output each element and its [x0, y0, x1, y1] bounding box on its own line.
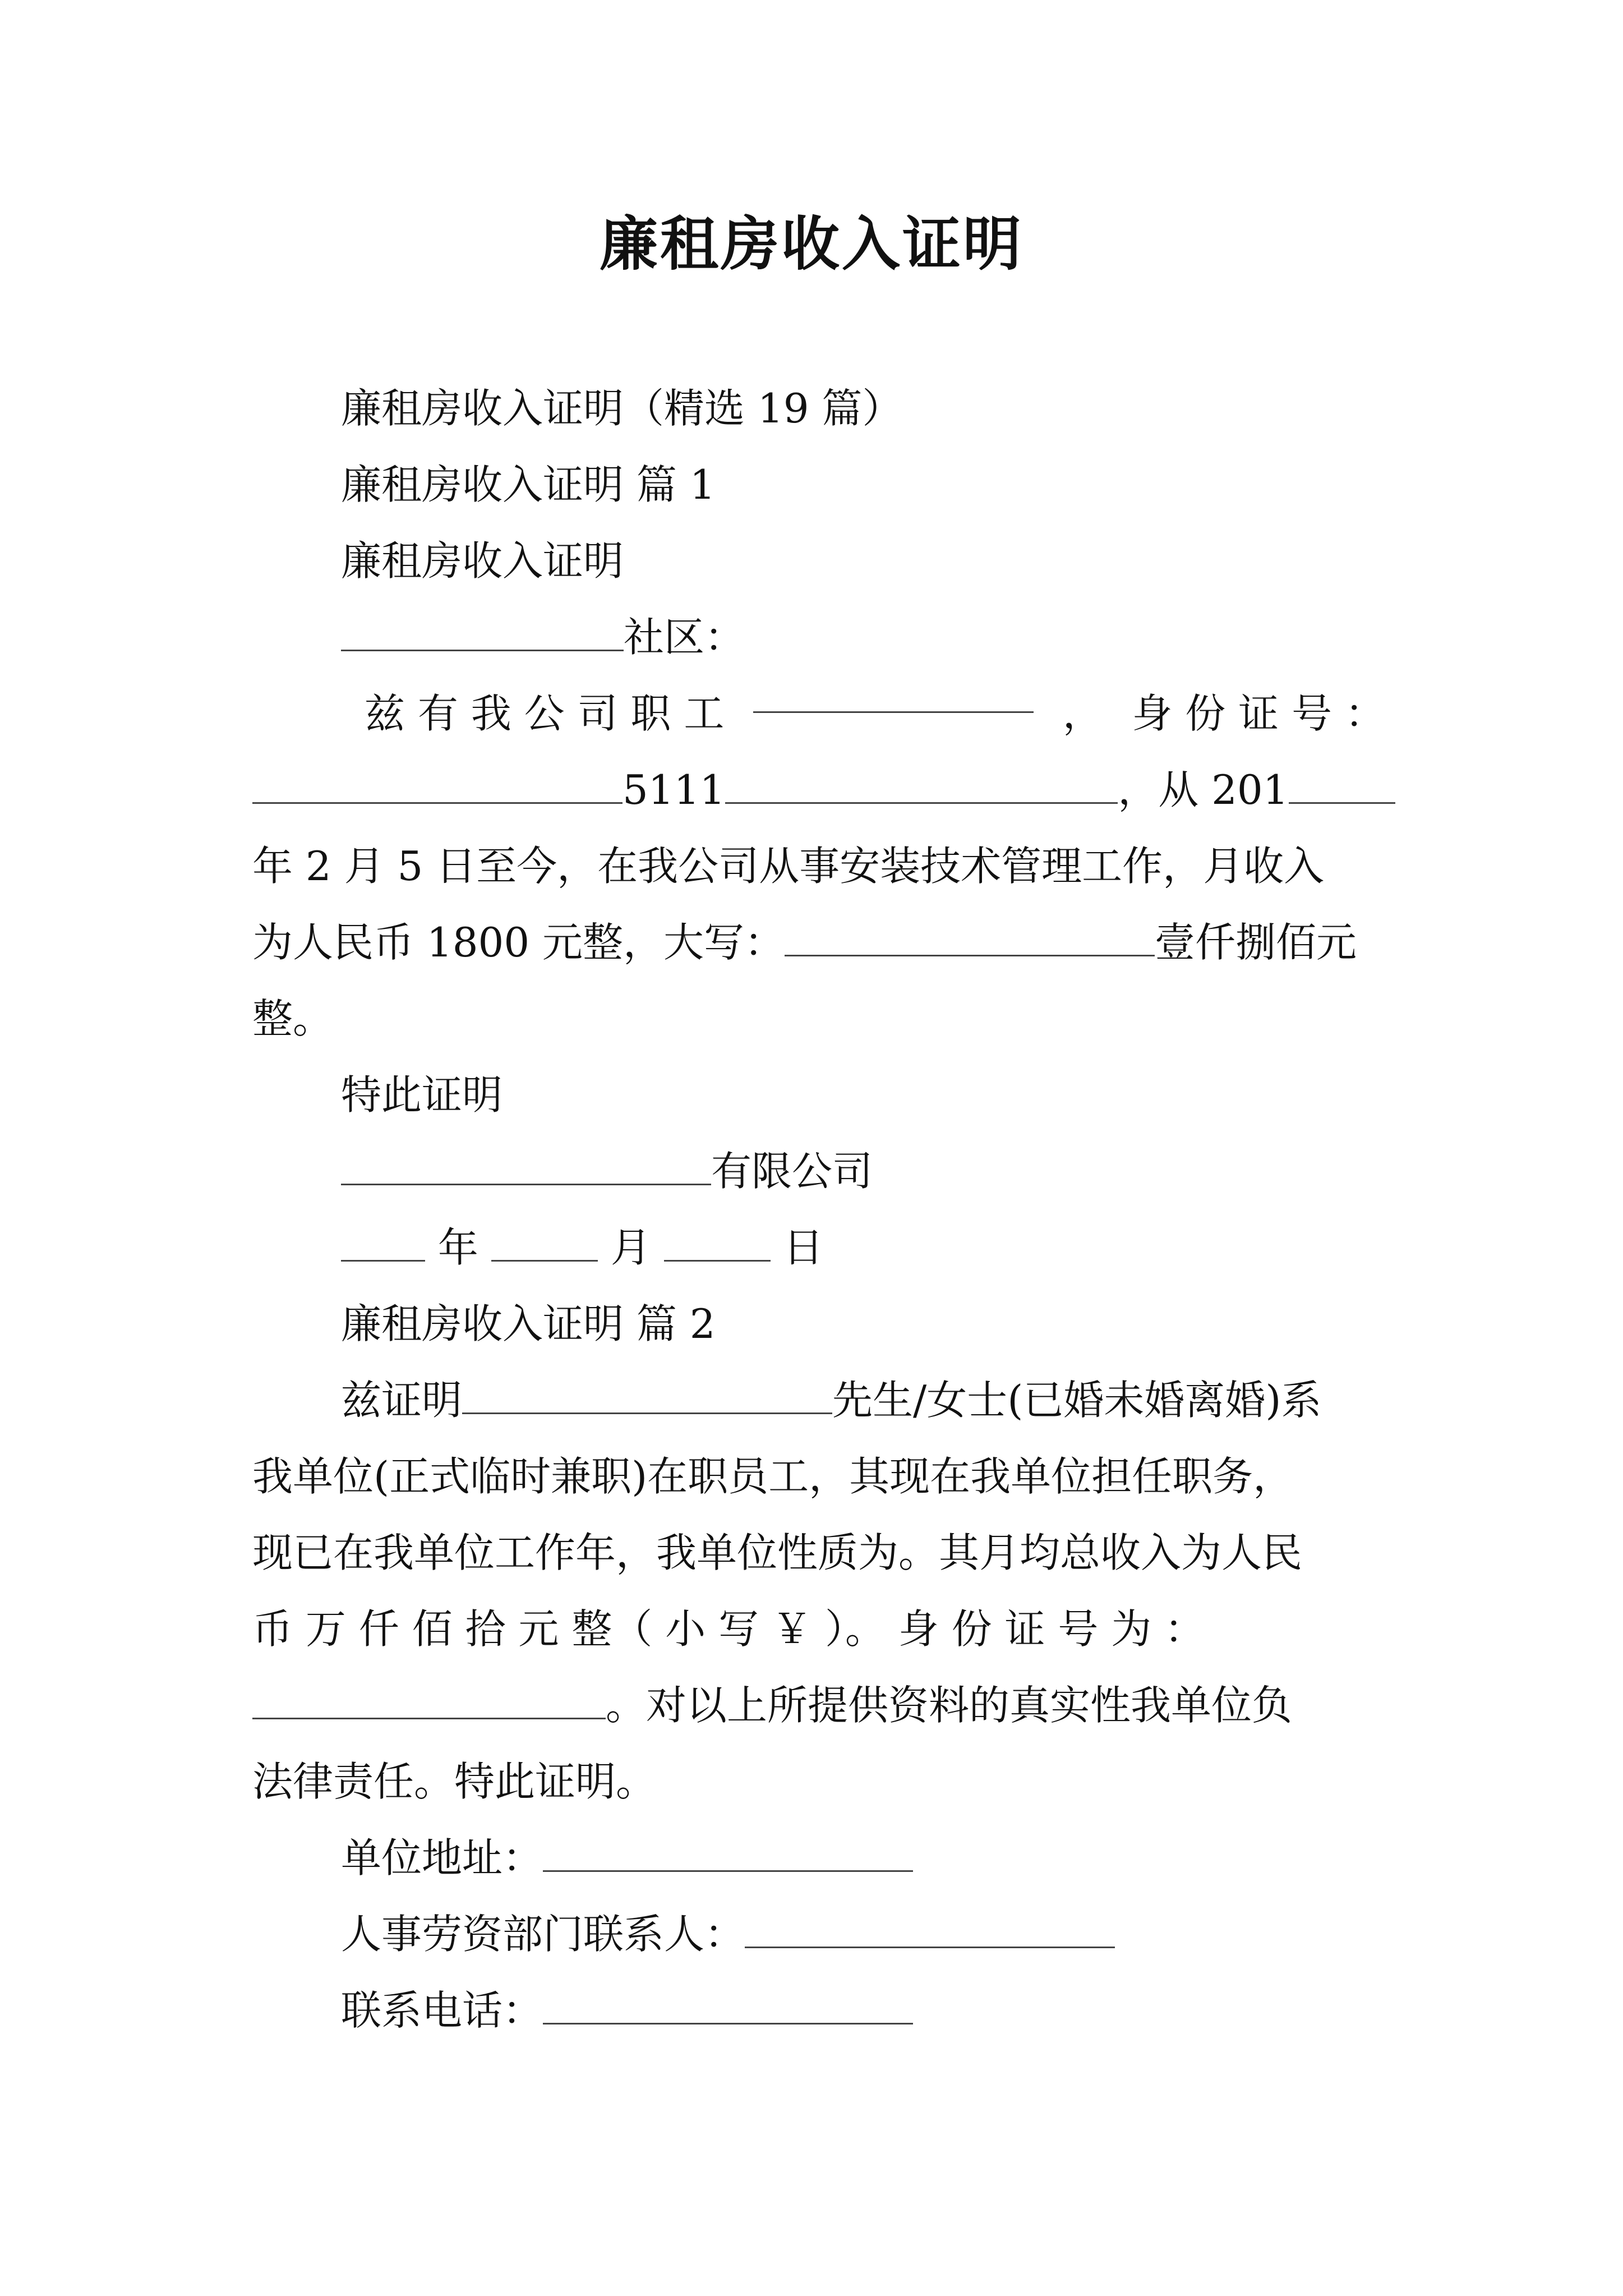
address-line [252, 1820, 1385, 1896]
salary-uppercase-blank [785, 919, 1155, 956]
certify-person-line [252, 1362, 1385, 1438]
hr-contact-label: 人事劳资部门联系人： [341, 1911, 745, 1958]
employment-type-line: 我单位(正式临时兼职)在职员工，其现在我单位担任职务， [252, 1453, 1294, 1500]
phone-blank [543, 1987, 913, 2024]
salary-label: 为人民币 1800 元整，大写： [252, 919, 785, 966]
id-blank-left [252, 766, 623, 804]
id-number-label: 身 份 证 号 ： [1132, 690, 1385, 737]
certificate-heading: 廉租房收入证明 [341, 537, 624, 585]
hr-contact-blank [745, 1911, 1115, 1948]
community-line [252, 599, 1385, 675]
id-number-line [252, 752, 1385, 828]
income-amount-line: 币 万 仟 佰 拾 元 整（ 小 写 ￥ ）。 身 份 证 号 为 ： [252, 1605, 1205, 1653]
id-prefix: 5111 [623, 766, 726, 813]
month-blank [491, 1224, 598, 1262]
id-number-blank-2 [252, 1682, 606, 1719]
section-heading-2: 廉租房收入证明 篇 2 [341, 1300, 716, 1347]
start-year-blank [1289, 766, 1395, 804]
community-blank [341, 614, 624, 651]
person-name-blank [462, 1377, 832, 1414]
start-year-label: ，从 201 [1118, 766, 1289, 813]
legal-line: 法律责任。特此证明。 [252, 1758, 657, 1805]
certify-label: 兹证明 [341, 1377, 463, 1424]
day-blank [664, 1224, 771, 1262]
salary-end: 整。 [252, 995, 334, 1042]
tenure-line: 现已在我单位工作年，我单位性质为。其月均总收入为人民 [252, 1529, 1303, 1576]
community-label: 社区： [624, 614, 745, 661]
year-label: 年 [437, 1224, 478, 1271]
marital-status-text: 先生/女士(已婚未婚离婚)系 [832, 1377, 1322, 1424]
address-blank [543, 1834, 913, 1872]
hr-contact-line [252, 1896, 1385, 1972]
document-body [252, 370, 1385, 2049]
date-line [252, 1209, 1385, 1286]
employment-line: 年 2 月 5 日至今，在我公司从事安装技术管理工作，月收入 [252, 843, 1325, 890]
address-label: 单位地址： [341, 1834, 543, 1881]
document-title: 廉租房收入证明 [599, 209, 1023, 278]
collection-heading: 廉租房收入证明（精选 19 篇） [341, 385, 903, 432]
employee-label: 兹 有 我 公 司 职 工 [365, 690, 725, 737]
section-heading-1: 廉租房收入证明 篇 1 [341, 461, 716, 508]
phone-line [252, 1972, 1385, 2049]
salary-uppercase-value: 壹仟捌佰元 [1155, 919, 1357, 966]
employee-name-blank [753, 675, 1034, 713]
company-line [252, 1133, 1385, 1209]
id-blank-right [725, 766, 1118, 804]
employee-line [252, 675, 1385, 752]
company-label: 有限公司 [711, 1148, 873, 1195]
responsibility-text: 。对以上所提供资料的真实性我单位负 [606, 1682, 1293, 1729]
month-label: 月 [610, 1224, 651, 1271]
company-name-blank [341, 1148, 711, 1185]
comma: ， [1062, 690, 1103, 737]
day-label: 日 [783, 1224, 824, 1271]
phone-label: 联系电话： [341, 1987, 543, 2034]
year-blank [341, 1224, 425, 1262]
salary-line [252, 904, 1385, 981]
hereby-certify: 特此证明 [341, 1071, 503, 1119]
id-responsibility-line [252, 1667, 1385, 1743]
